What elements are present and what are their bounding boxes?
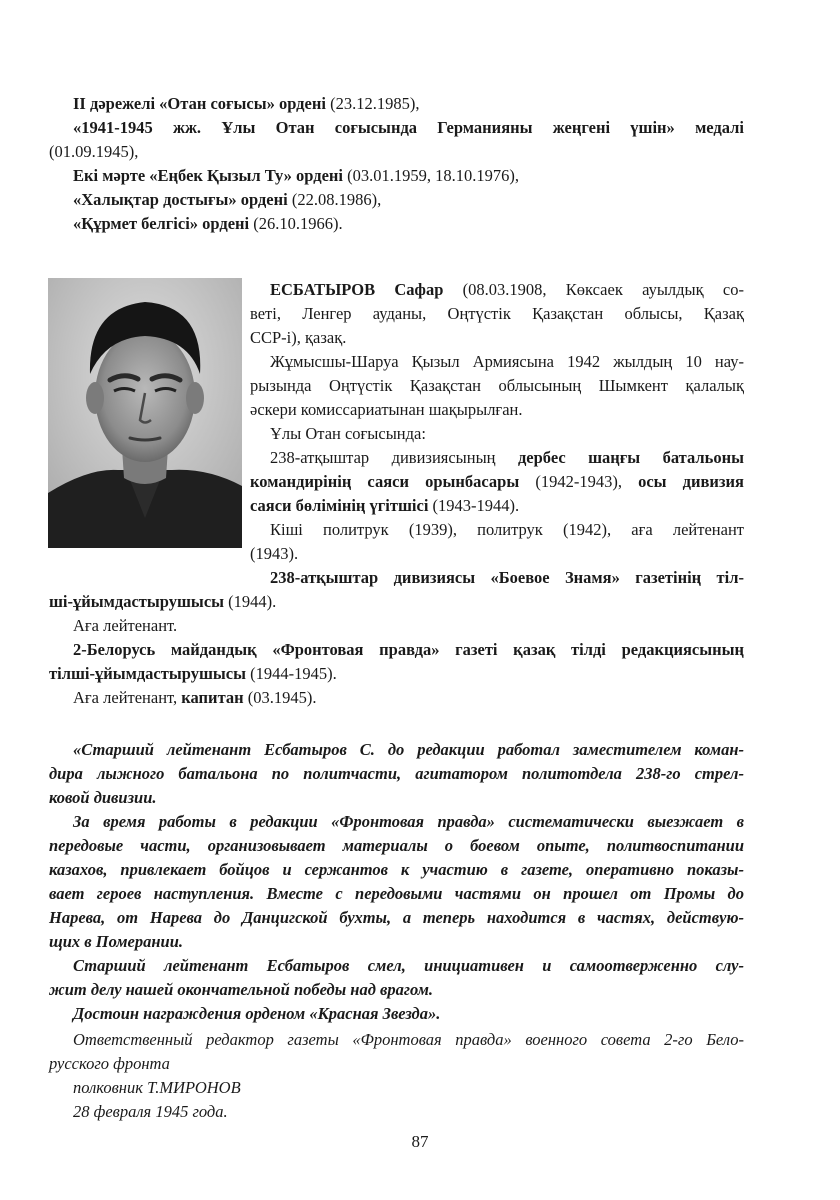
bio-line: ші-ұйымдастырушысы (1944).	[49, 592, 277, 611]
signature-line: Ответственный редактор газеты «Фронтовая правда» военного совета 2-го Бело-	[73, 1030, 744, 1049]
award-item: «1941-1945 жж. Ұлы Отан соғысында Германияны жеңгені үшін» медалі	[73, 118, 744, 137]
bio-line: тілші-ұйымдастырушысы (1944-1945).	[49, 664, 337, 683]
quote-line: жит делу нашей окончательной победы над врагом.	[49, 980, 434, 999]
bio-line: Ұлы Отан соғысында:	[270, 424, 426, 443]
bio-line: Жұмысшы-Шаруа Қызыл Армиясына 1942 жылдың 10 нау-	[270, 352, 744, 371]
bio-line: ЕСБАТЫРОВ Сафар (08.03.1908, Көксаек ауылдық со-	[270, 280, 744, 299]
bio-line: (1943).	[250, 544, 299, 563]
page-number: 87	[411, 1132, 429, 1151]
award-item: «Халықтар достығы» ордені (22.08.1986),	[73, 190, 382, 209]
signature-line: русского фронта	[49, 1054, 170, 1073]
bio-line: веті, Ленгер ауданы, Оңтүстік Қазақстан облысы, Қазақ	[250, 304, 744, 323]
portrait-photo	[48, 278, 242, 548]
bio-line: Кіші политрук (1939), политрук (1942), аға лейтенант	[270, 520, 744, 539]
quote-line: вает героев наступления. Вместе с передовыми частями он прошел от Промы до	[49, 884, 744, 903]
quote-line: Старший лейтенант Есбатыров смел, инициативен и самоотверженно слу-	[73, 956, 744, 975]
bio-line: 2-Белорусь майдандық «Фронтовая правда» газеті қазақ тілді редакциясының	[73, 640, 744, 659]
bio-line: әскери комиссариатынан шақырылған.	[250, 400, 523, 419]
quote-line: «Старший лейтенант Есбатыров С. до редакции работал заместителем коман-	[73, 740, 744, 759]
quote-line: За время работы в редакции «Фронтовая правда» систематически выезжает в	[73, 812, 744, 831]
bio-line: рызында Оңтүстік Қазақстан облысының Шымкент қалалық	[250, 376, 744, 395]
quote-line: Нарева, от Нарева до Данцигской бухты, а теперь находится в частях, действую-	[49, 908, 744, 927]
bio-line: командирінің саяси орынбасары (1942-1943), осы дивизия	[250, 472, 744, 491]
bio-line: 238-атқыштар дивизиясы «Боевое Знамя» газетінің тіл-	[270, 568, 744, 587]
portrait-illustration	[48, 278, 242, 548]
signature-date: 28 февраля 1945 года.	[73, 1102, 228, 1121]
bio-line: 238-атқыштар дивизиясының дербес шаңғы батальоны	[270, 448, 744, 467]
bio-line: Аға лейтенант, капитан (03.1945).	[73, 688, 317, 707]
quote-line: передовые части, организовывает материалы о боевом опыте, политвоспитании	[49, 836, 744, 855]
quote-line: щих в Померании.	[49, 932, 184, 951]
quote-line: дира лыжного батальона по политчасти, агитатором политотдела 238-го стрел-	[49, 764, 744, 783]
quote-line: Достоин награждения орденом «Красная Звезда».	[73, 1004, 441, 1023]
award-item: ІІ дәрежелі «Отан соғысы» ордені (23.12.1985),	[73, 94, 420, 113]
bio-line: Аға лейтенант.	[73, 616, 178, 635]
quote-line: казахов, привлекает бойцов и сержантов к участию в газете, оперативно показы-	[49, 860, 744, 879]
quote-line: ковой дивизии.	[49, 788, 157, 807]
bio-line: ССР-і), қазақ.	[250, 328, 347, 347]
award-item: «Құрмет белгісі» ордені (26.10.1966).	[73, 214, 343, 233]
bio-line: саяси бөлімінің үгітшісі (1943-1944).	[250, 496, 520, 515]
award-item: Екі мәрте «Еңбек Қызыл Ту» ордені (03.01.1959, 18.10.1976),	[73, 166, 519, 185]
award-item-continued: (01.09.1945),	[49, 142, 139, 161]
signature-line: полковник Т.МИРОНОВ	[73, 1078, 241, 1097]
